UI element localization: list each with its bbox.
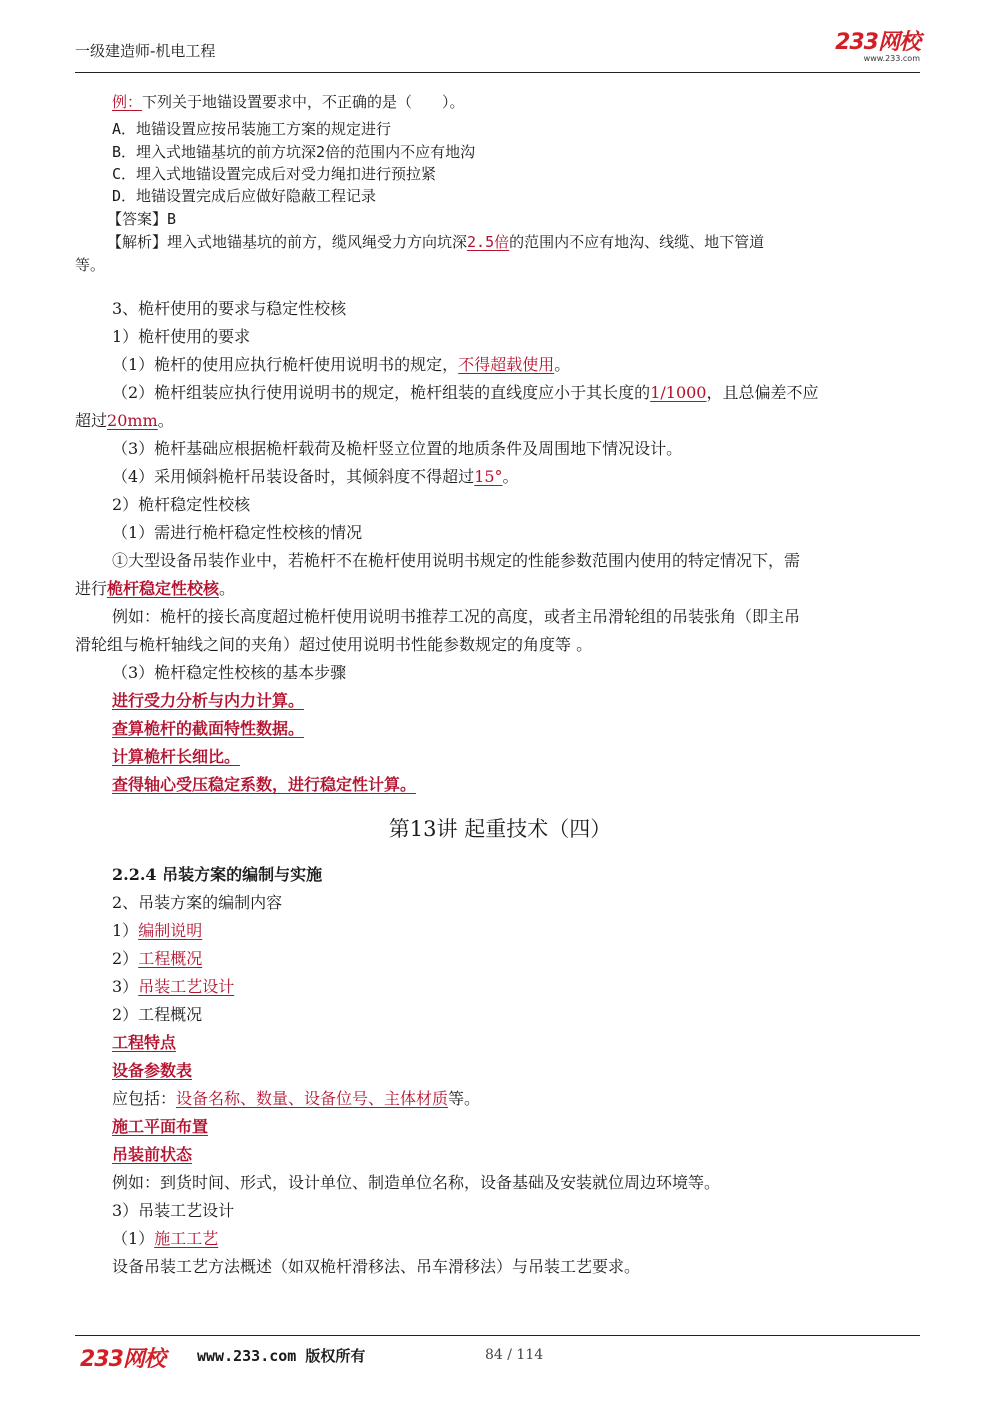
content-item-2: 2）工程概况 [112,949,203,968]
option-a: A．地锚设置应按吊装施工方案的规定进行 [112,120,392,138]
example-label: 例： [112,93,143,111]
pre-lift-state: 吊装前状态 [112,1145,193,1164]
header-title: 一级建造师-机电工程 [75,42,216,60]
content-item-3: 3）吊装工艺设计 [112,977,235,996]
option-b: B．埋入式地锚基坑的前方坑深2倍的范围内不应有地沟 [112,143,476,161]
check-item-1: （1）需进行桅杆稳定性校核的情况 [112,523,363,542]
lecture-heading: 第13讲 起重技术（四） [388,817,612,841]
step-2: 查算桅杆的截面特性数据。 [112,719,305,738]
site-layout: 施工平面布置 [112,1117,209,1136]
equipment-table: 设备参数表 [112,1061,193,1080]
answer: 【答案】B [107,210,177,228]
analysis-cont: 等。 [75,256,106,274]
check-item-3: （3）桅杆稳定性校核的基本步骤 [112,663,347,682]
logo-text: 233网校 [835,30,920,55]
req-item-4: （4）采用倾斜桅杆吊装设备时，其倾斜度不得超过15°。 [112,467,519,486]
design-title: 3）吊装工艺设计 [112,1201,235,1220]
step-3: 计算桅杆长细比。 [112,747,241,766]
req-item-1: （1）桅杆的使用应执行桅杆使用说明书的规定，不得超载使用。 [112,355,571,374]
project-features: 工程特点 [112,1033,177,1052]
page-number: 84 / 114 [485,1347,544,1363]
check-case: ①大型设备吊装作业中，若桅杆不在桅杆使用说明书规定的性能参数范围内使用的特定情况下，需 [112,551,801,570]
analysis: 【解析】埋入式地锚基坑的前方，缆风绳受力方向坑深2.5倍的范围内不应有地沟、线缆、地下管道 [107,233,765,251]
req-item-2-cont: 超过20mm。 [75,411,174,430]
check-example: 例如：桅杆的接长高度超过桅杆使用说明书推荐工况的高度，或者主吊滑轮组的吊装张角（即主吊 [112,607,801,626]
check-example-cont: 滑轮组与桅杆轴线之间的夹角）超过使用说明书性能参数规定的角度等 。 [75,635,593,654]
page-header [75,30,920,73]
page-footer [75,1335,920,1376]
sub-1-title: 1）桅杆使用的要求 [112,327,251,346]
process-desc: 设备吊装工艺方法概述（如双桅杆滑移法、吊车滑移法）与吊装工艺要求。 [112,1257,641,1276]
example-line: 例如：到货时间、形式，设计单位、制造单位名称，设备基础及安装就位周边环境等。 [112,1173,721,1192]
content-item-1: 1）编制说明 [112,921,203,940]
section-3-title: 3、桅杆使用的要求与稳定性校核 [112,299,347,318]
logo-url: www.233.com [863,54,920,63]
footer-copyright: www.233.com 版权所有 [197,1347,366,1365]
step-4: 查得轴心受压稳定系数，进行稳定性计算。 [112,775,417,794]
subsection-title: 2.2.4 吊装方案的编制与实施 [112,865,323,884]
example-question: 例：下列关于地锚设置要求中，不正确的是（ ）。 [112,93,465,111]
option-d: D．地锚设置完成后应做好隐蔽工程记录 [112,187,377,205]
brand-logo [835,32,920,64]
footer-logo: 233网校 [80,1347,165,1372]
option-c: C．埋入式地锚设置完成后对受力绳扣进行预拉紧 [112,165,437,183]
process-item: （1）施工工艺 [112,1229,219,1248]
analysis-keyword: 2.5倍 [467,233,510,251]
step-1: 进行受力分析与内力计算。 [112,691,305,710]
overview-title: 2）工程概况 [112,1005,203,1024]
should-include: 应包括：设备名称、数量、设备位号、主体材质等。 [112,1089,481,1108]
req-item-3: （3）桅杆基础应根据桅杆载荷及桅杆竖立位置的地质条件及周围地下情况设计。 [112,439,683,458]
check-case-cont: 进行桅杆稳定性校核。 [75,579,236,598]
sub-2-title: 2）桅杆稳定性校核 [112,495,251,514]
plan-contents-title: 2、吊装方案的编制内容 [112,893,283,912]
req-item-2: （2）桅杆组装应执行使用说明书的规定，桅杆组装的直线度应小于其长度的1/1000，且总偏差不应 [112,383,819,402]
